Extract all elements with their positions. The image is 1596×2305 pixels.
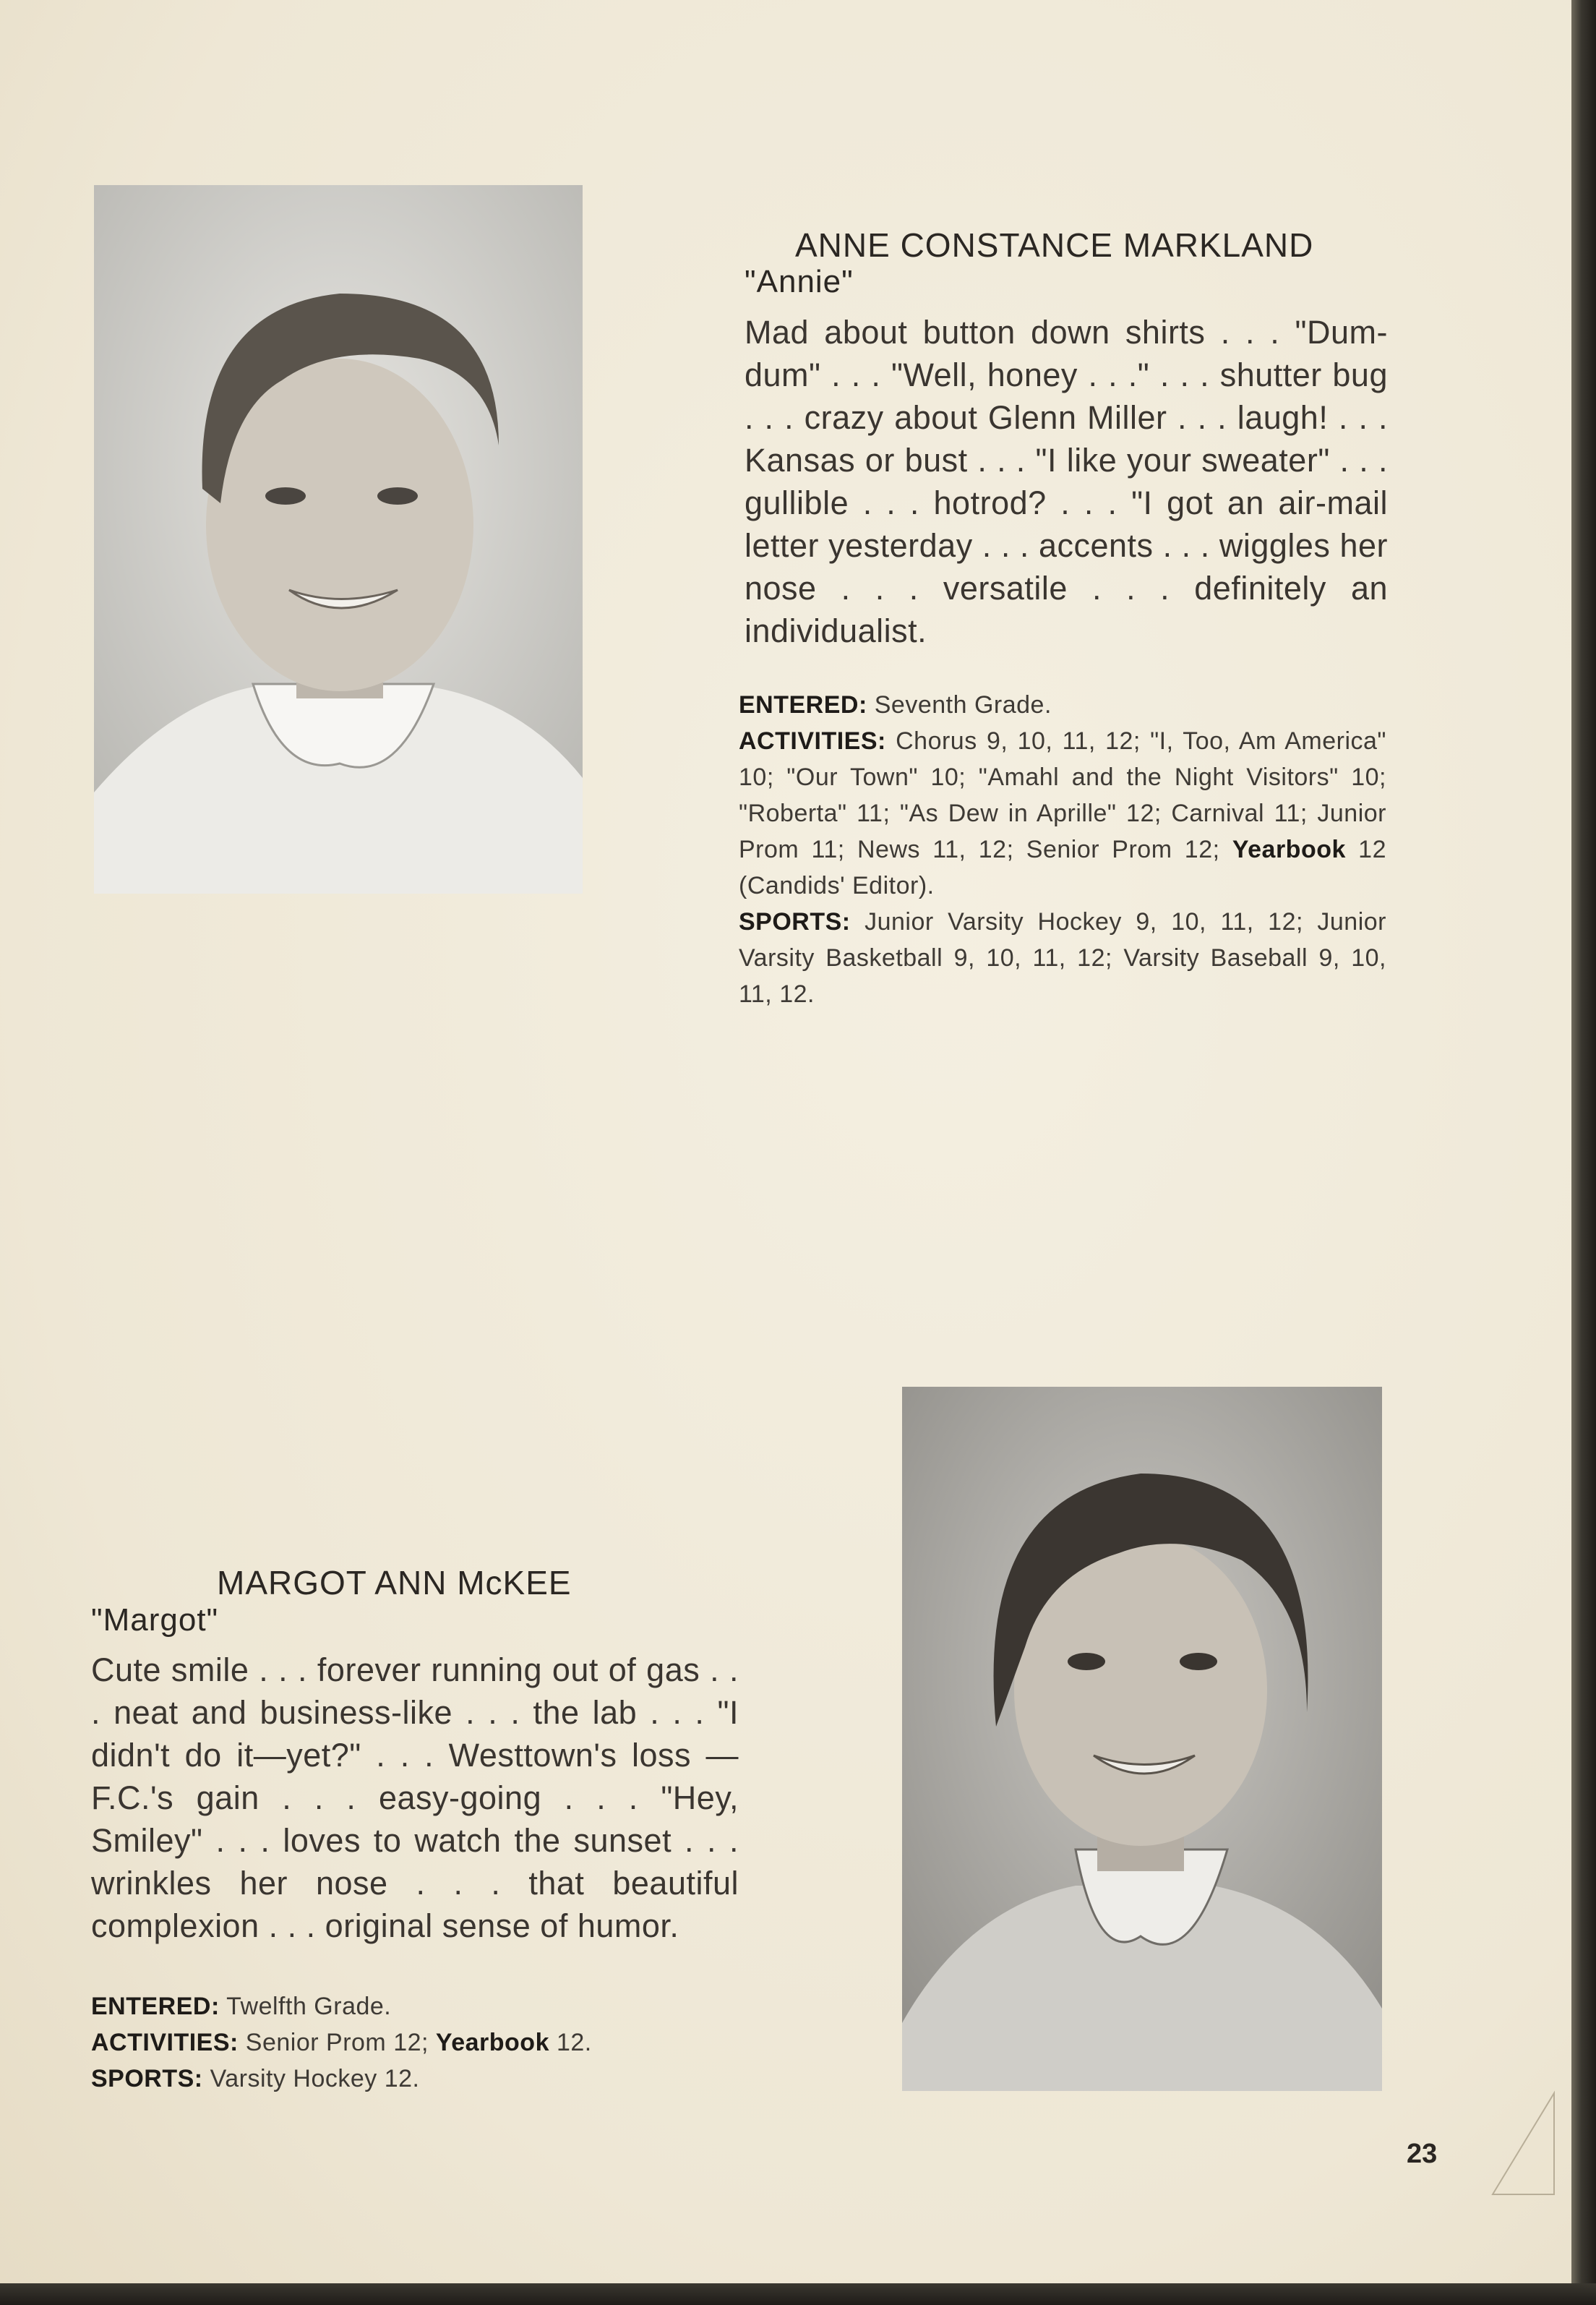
sports-value: Junior Varsity Hockey 9, 10, 11, 12; Junior Varsity Basketball 9, 10, 11, 12; Varsity Baseball 9, 10, 11, 12.: [739, 908, 1387, 1008]
activities-highlight: Yearbook: [1232, 836, 1346, 863]
book-spine: [1571, 0, 1596, 2305]
sports-line: [91, 2061, 739, 2097]
activities-value: Chorus 9, 10, 11, 12; "I, Too, Am America" 10; "Our Town" 10; "Amahl and the Night Visitors" 10; "Roberta" 11; "As Dew in Aprille" 12; Carnival 11; Junior Prom 11; News 11, 12; Senior Prom 12;: [739, 727, 1386, 863]
entered-value: Twelfth Grade.: [226, 1993, 392, 2020]
student-facts: [739, 687, 1386, 1012]
student-facts: [91, 1988, 739, 2097]
portrait-margot-image: [902, 1387, 1382, 2091]
activities-highlight: Yearbook: [435, 2029, 549, 2056]
activities-line: [739, 723, 1386, 904]
entered-label: ENTERED:: [739, 691, 867, 719]
page-corner-crease: [1485, 2090, 1558, 2198]
entered-label: ENTERED:: [91, 1993, 220, 2020]
portrait-photo-anne: [94, 185, 583, 894]
sports-label: SPORTS:: [91, 2065, 203, 2092]
sports-value: Varsity Hockey 12.: [210, 2065, 420, 2092]
activities-value: Senior Prom 12;: [245, 2029, 429, 2056]
student-name: MARGOT ANN McKEE: [217, 1564, 572, 1601]
student-description: Cute smile . . . forever running out of gas . . . neat and business-like . . . the lab . . . "I didn't do it—yet?" . . . Westtown's loss —F.C.'s gain . . . easy-going . . . "Hey, Smiley" . . . loves to watch the sunset . . . wrinkles her nose . . . that beautiful complexion . . . original sense of humor.: [91, 1651, 739, 1944]
student-nickname: "Annie": [745, 264, 854, 299]
portrait-anne-image: [94, 185, 583, 894]
sports-label: SPORTS:: [739, 908, 851, 936]
activities-value-end: 12.: [556, 2029, 592, 2056]
activities-label: ACTIVITIES:: [739, 727, 886, 755]
book-bottom-edge: [0, 2283, 1596, 2305]
activities-label: ACTIVITIES:: [91, 2029, 239, 2056]
activities-value-end: 12 (Candids' Editor).: [739, 836, 1386, 899]
activities-line: [91, 2024, 739, 2061]
entered-line: [739, 687, 1386, 723]
sports-line: [739, 904, 1386, 1012]
entered-line: [91, 1988, 739, 2024]
student-name: ANNE CONSTANCE MARKLAND: [795, 226, 1314, 264]
portrait-photo-margot: [902, 1387, 1382, 2091]
student-description: Mad about button down shirts . . . "Dum-dum" . . . "Well, honey . . ." . . . shutter bug . . . crazy about Glenn Miller . . . laugh! . . . Kansas or bust . . . "I like your sweater" . . . gullible . . . hotrod? . . . "I got an air-mail letter yesterday . . . accents . . . wiggles her nose . . . versatile . . . definitely an individualist.: [745, 314, 1388, 649]
page-number: 23: [1407, 2139, 1438, 2169]
entered-value: Seventh Grade.: [874, 691, 1052, 719]
student-nickname: "Margot": [91, 1602, 219, 1638]
